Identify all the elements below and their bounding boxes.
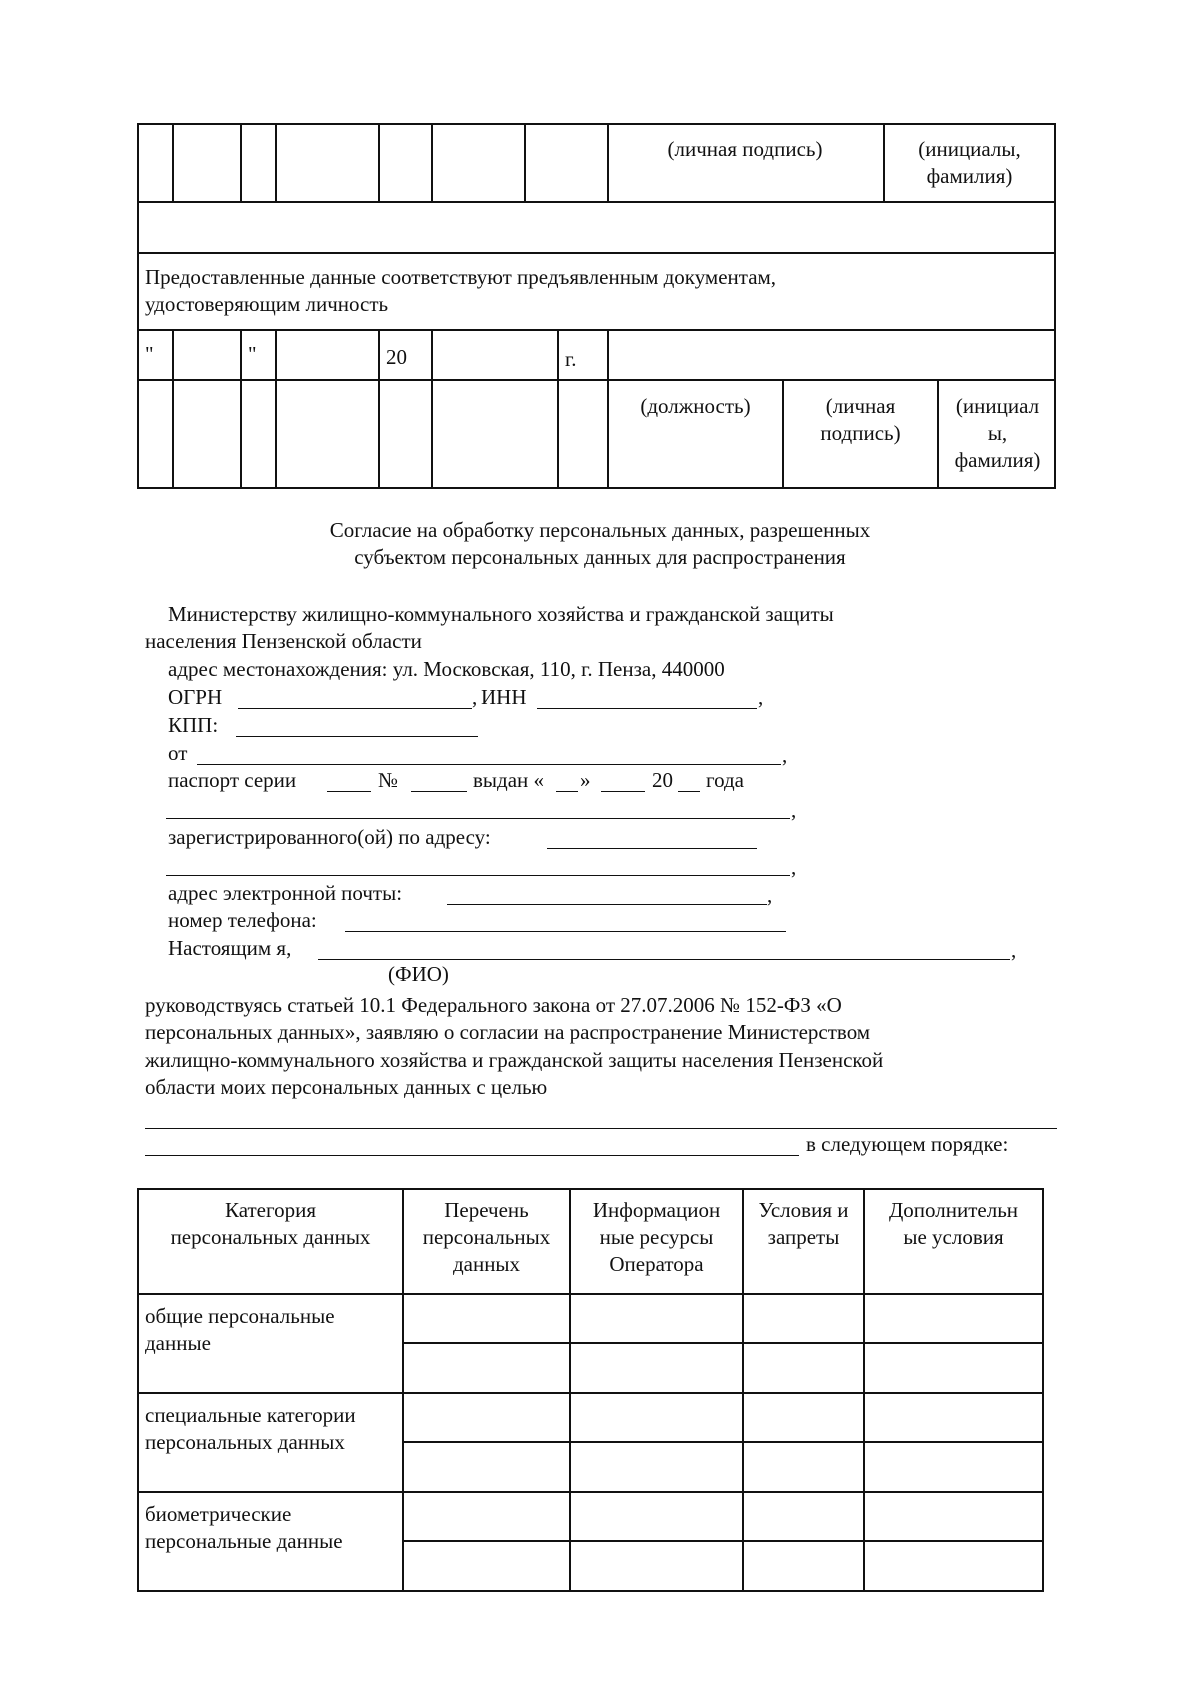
table-rule — [431, 329, 433, 489]
header-additional: Дополнительн ые условия — [888, 1198, 1019, 1249]
consent-title-line-1: Согласие на обработку персональных данных, разрешенных — [329, 518, 871, 542]
table-rule — [557, 329, 559, 489]
comma: , — [767, 883, 773, 907]
hereby-label: Настоящим я, — [168, 936, 292, 960]
purpose-blank[interactable] — [145, 1128, 1057, 1129]
ogrn-label: ОГРН — [168, 685, 223, 709]
comma: , — [472, 685, 478, 709]
issued-day-blank[interactable] — [556, 791, 578, 792]
table-rule — [137, 1491, 1044, 1493]
comma: , — [791, 855, 797, 879]
table-rule — [275, 123, 277, 201]
table-rule — [137, 252, 1056, 254]
issued-quote-close: » — [580, 768, 591, 792]
table-rule — [137, 1293, 1044, 1295]
consent-paragraph-line-4: области моих персональных данных с целью — [145, 1075, 548, 1099]
passport-series-blank[interactable] — [327, 791, 371, 792]
from-blank[interactable] — [197, 764, 781, 765]
consent-title-line-2: субъектом персональных данных для распространения — [354, 545, 846, 569]
kpp-blank[interactable] — [236, 736, 478, 737]
comma: , — [758, 685, 764, 709]
header-conditions: Условия и запреты — [758, 1198, 849, 1249]
passport-number-label: № — [378, 768, 399, 792]
table-rule — [402, 1342, 1044, 1344]
ministry-line-2: населения Пензенской области — [145, 629, 422, 653]
position-caption: (должность) — [640, 394, 751, 418]
header-list: Перечень персональных данных — [422, 1198, 551, 1276]
table-rule — [137, 1392, 1044, 1394]
table-rule — [524, 123, 526, 201]
registered-address-label: зарегистрированного(ой) по адресу: — [168, 825, 491, 849]
table-rule — [402, 1441, 1044, 1443]
documents-statement: Предоставленные данные соответствуют предъявленным документам, удостоверяющим личность — [145, 265, 777, 316]
registered-address-blank-2[interactable] — [166, 875, 790, 876]
passport-series-label: паспорт серии — [168, 768, 297, 792]
table-rule — [172, 329, 174, 489]
inn-blank[interactable] — [537, 708, 757, 709]
inn-label: ИНН — [481, 685, 527, 709]
header-resources: Информацион ные ресурсы Оператора — [592, 1198, 721, 1276]
kpp-label: КПП: — [168, 713, 219, 737]
row-biometric-data: биометрические персональные данные — [145, 1502, 343, 1553]
ogrn-blank[interactable] — [238, 708, 472, 709]
email-blank[interactable] — [447, 904, 767, 905]
date-quote-close: " — [248, 342, 257, 366]
table-rule — [137, 201, 1056, 203]
email-label: адрес электронной почты: — [168, 881, 403, 905]
ministry-line-1: Министерству жилищно-коммунального хозяйства и гражданской защиты — [168, 602, 834, 626]
fio-blank[interactable] — [318, 959, 1010, 960]
row-special-categories: специальные категории персональных данных — [145, 1403, 356, 1454]
comma: , — [1011, 938, 1017, 962]
table-rule — [275, 329, 277, 489]
table-rule — [378, 123, 380, 201]
initials-caption: (инициалы, фамилия) — [918, 137, 1021, 188]
from-label: от — [168, 741, 188, 765]
signature-caption: (личная подпись) — [820, 394, 901, 445]
consent-paragraph-line-2: персональных данных», заявляю о согласии на распространение Министерством — [145, 1020, 871, 1044]
signature-caption: (личная подпись) — [667, 137, 823, 161]
registered-address-blank[interactable] — [547, 848, 757, 849]
order-label: в следующем порядке: — [806, 1132, 1009, 1156]
table-rule — [431, 123, 433, 201]
passport-number-blank[interactable] — [411, 791, 467, 792]
consent-paragraph-line-1: руководствуясь статьей 10.1 Федерального закона от 27.07.2006 № 152-ФЗ «О — [145, 993, 842, 1017]
consent-paragraph-line-3: жилищно-коммунального хозяйства и гражданской защиты населения Пензенской — [145, 1048, 884, 1072]
issued-year-prefix: 20 — [652, 768, 673, 792]
comma: , — [791, 798, 797, 822]
issued-year-blank[interactable] — [678, 791, 700, 792]
year-word: года — [706, 768, 744, 792]
table-rule — [172, 123, 174, 201]
fio-caption: (ФИО) — [388, 962, 449, 986]
table-rule — [378, 329, 380, 489]
header-category: Категория персональных данных — [170, 1198, 371, 1249]
phone-blank[interactable] — [345, 931, 786, 932]
date-year-prefix: 20 — [386, 345, 407, 369]
table-rule — [240, 123, 242, 201]
ministry-address: адрес местонахождения: ул. Московская, 110, г. Пенза, 440000 — [168, 657, 725, 681]
row-general-data: общие персональные данные — [145, 1304, 335, 1355]
table-rule — [240, 329, 242, 489]
issued-month-blank[interactable] — [601, 791, 645, 792]
purpose-blank-2[interactable] — [145, 1155, 799, 1156]
initials-caption: (инициал ы, фамилия) — [954, 394, 1041, 472]
date-year-suffix: г. — [565, 347, 577, 371]
phone-label: номер телефона: — [168, 908, 317, 932]
issued-label: выдан « — [473, 768, 545, 792]
comma: , — [782, 743, 788, 767]
date-quote-open: " — [145, 342, 154, 366]
passport-issuer-blank[interactable] — [166, 818, 790, 819]
table-rule — [402, 1540, 1044, 1542]
